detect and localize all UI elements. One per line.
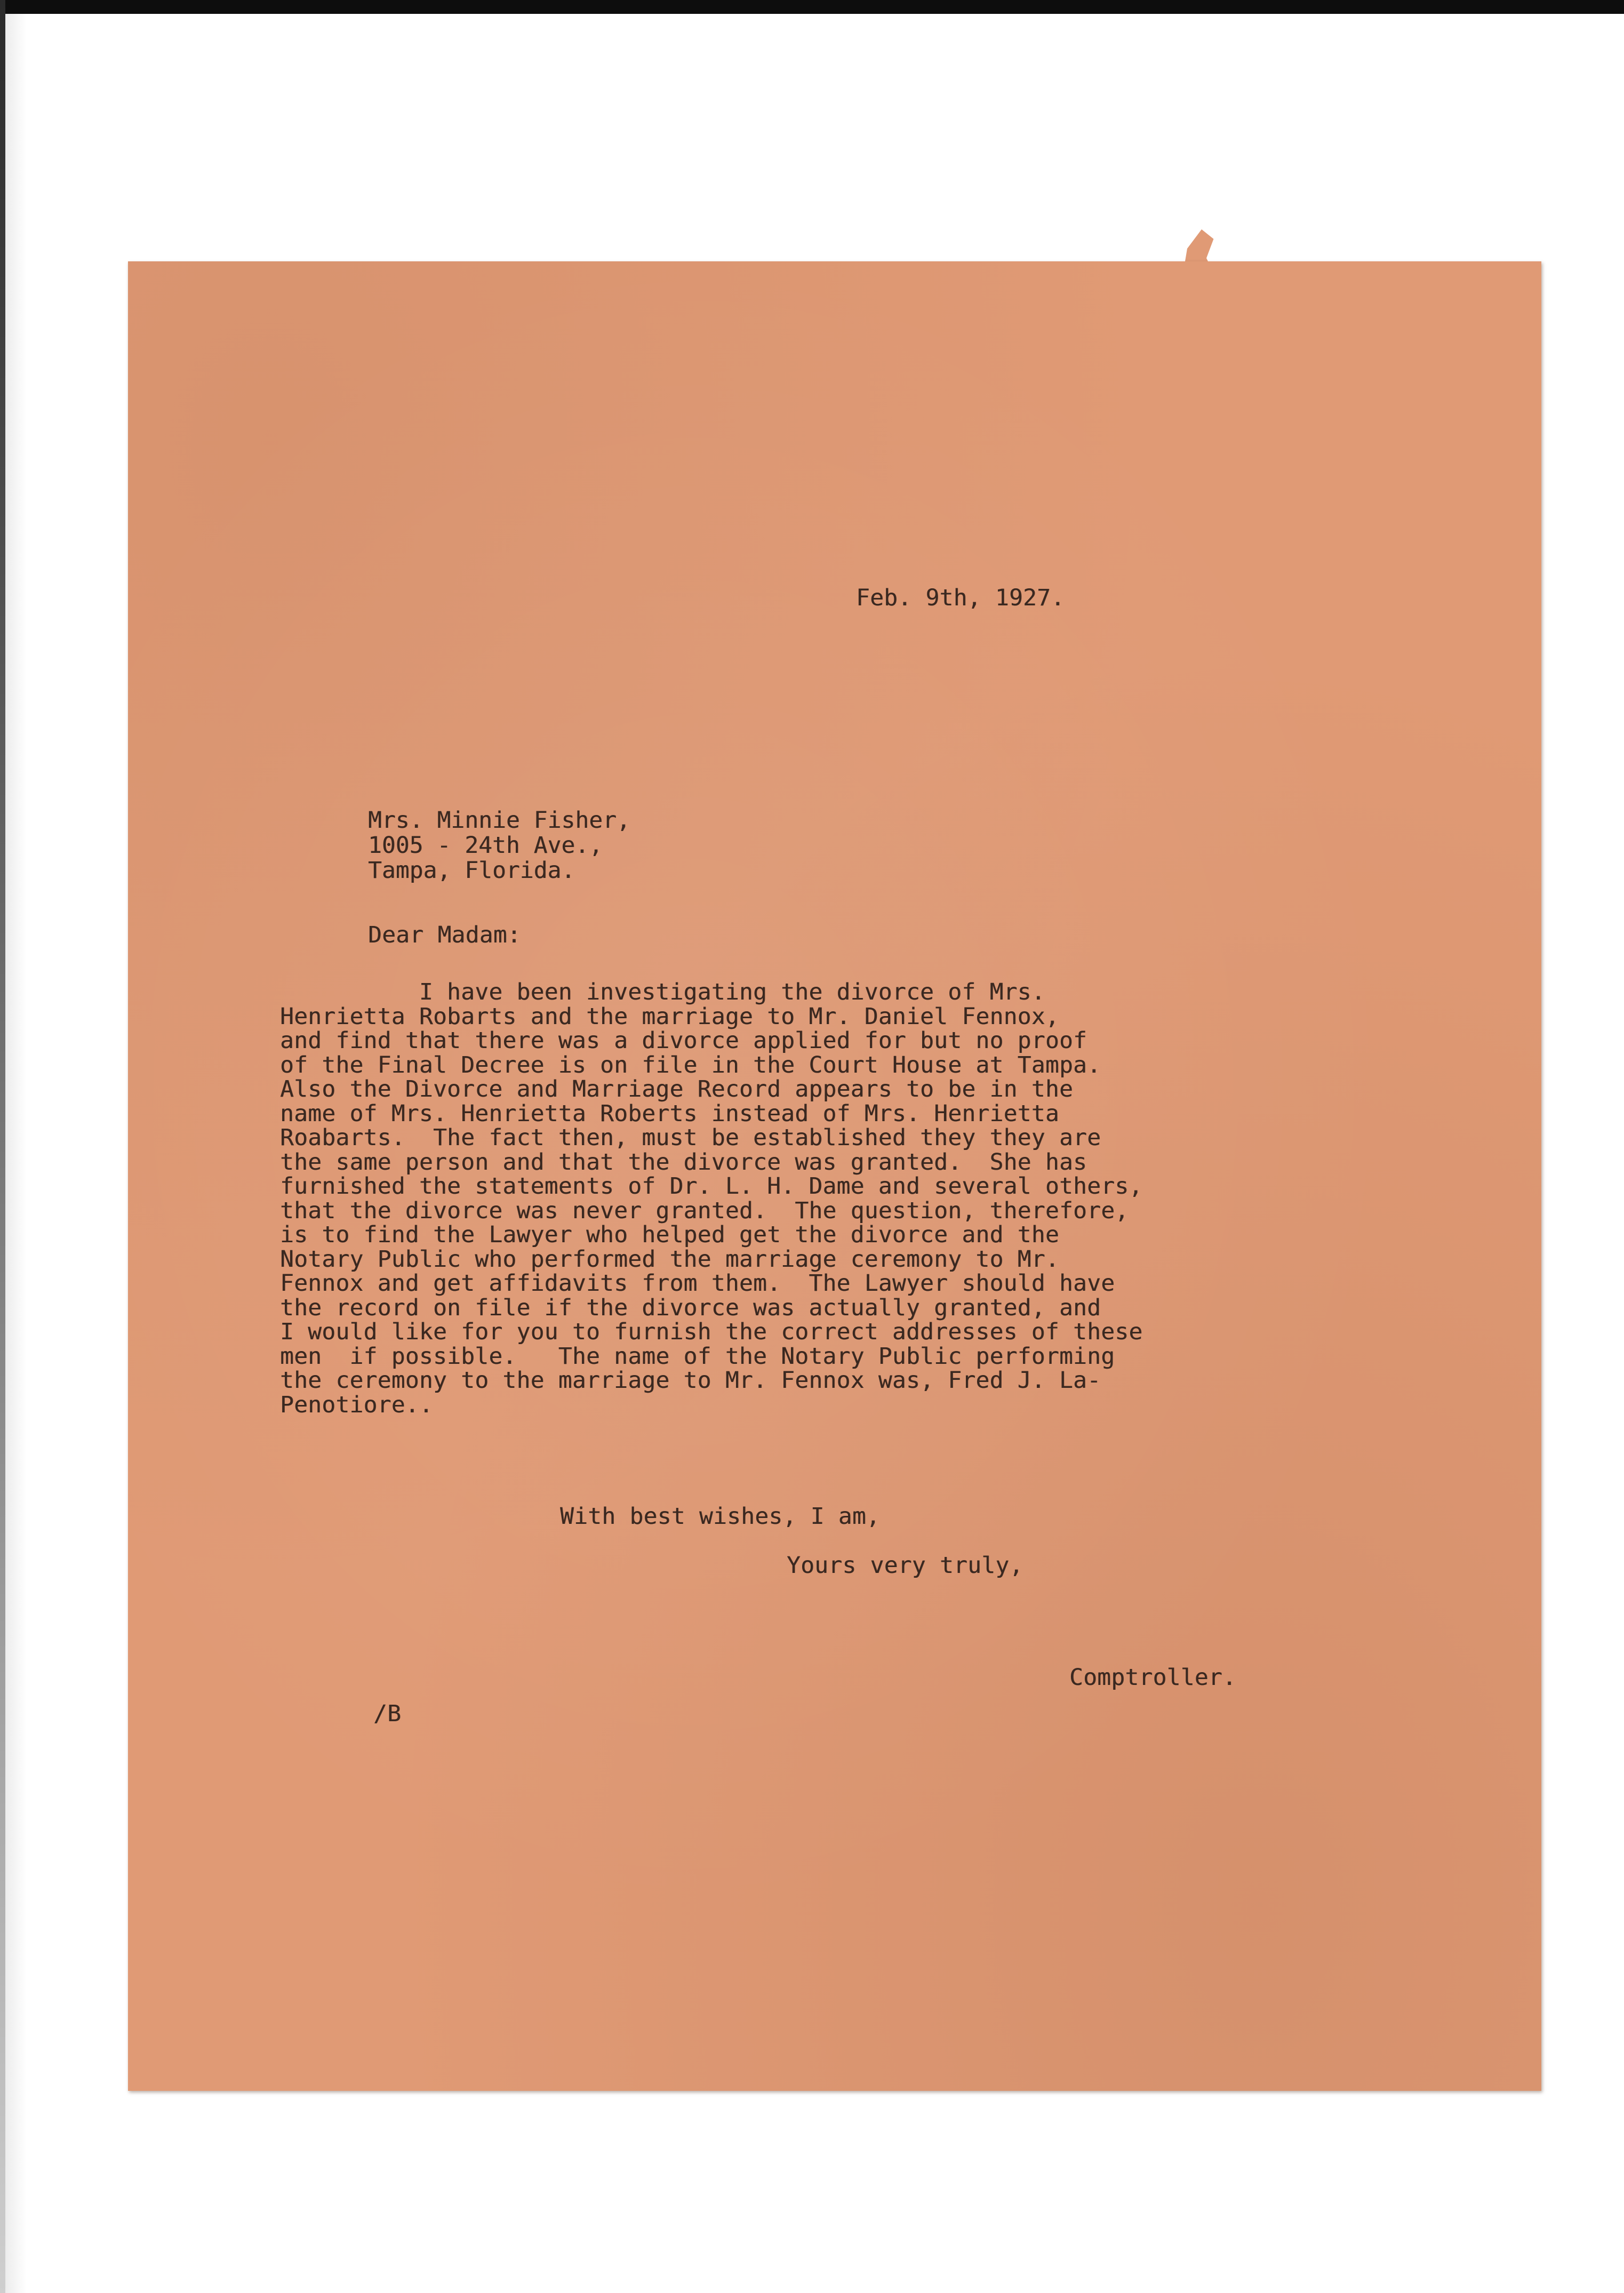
recipient-name: Mrs. Minnie Fisher, xyxy=(368,807,630,834)
body-line: of the Final Decree is on file in the Court House at Tampa. xyxy=(280,1051,1101,1078)
body-line: is to find the Lawyer who helped get the divorce and the xyxy=(280,1221,1059,1248)
body-line: the same person and that the divorce was granted. She has xyxy=(280,1148,1087,1176)
letter-date: Feb. 9th, 1927. xyxy=(856,585,1065,611)
recipient-street: 1005 - 24th Ave., xyxy=(368,832,603,859)
body-line: name of Mrs. Henrietta Roberts instead of Mrs. Henrietta xyxy=(280,1100,1059,1127)
scan-frame-left xyxy=(0,0,5,2293)
body-line: the record on file if the divorce was actually granted, and xyxy=(280,1294,1101,1321)
body-line: Penotiore.. xyxy=(280,1391,433,1418)
body-line: Roabarts. The fact then, must be established they they are xyxy=(280,1124,1101,1151)
body-line: the ceremony to the marriage to Mr. Fennox was, Fred J. La- xyxy=(280,1367,1101,1394)
body-line: Henrietta Robarts and the marriage to Mr. Daniel Fennox, xyxy=(280,1003,1059,1030)
recipient-address xyxy=(368,808,630,883)
body-line: and find that there was a divorce applied for but no proof xyxy=(280,1027,1087,1054)
scan-margin xyxy=(5,14,27,2293)
letter-body xyxy=(280,980,1142,1417)
complimentary-close: Yours very truly, xyxy=(787,1552,1023,1579)
salutation: Dear Madam: xyxy=(368,922,521,948)
body-line: men if possible. The name of the Notary Public performing xyxy=(280,1343,1115,1370)
signature-title: Comptroller. xyxy=(1069,1664,1237,1691)
scan-frame-top xyxy=(0,0,1624,14)
body-line: Also the Divorce and Marriage Record appears to be in the xyxy=(280,1076,1074,1102)
body-line: Fennox and get affidavits from them. The Lawyer should have xyxy=(280,1270,1115,1297)
closing-phrase: With best wishes, I am, xyxy=(560,1503,881,1530)
body-line: Notary Public who performed the marriage ceremony to Mr. xyxy=(280,1245,1059,1273)
body-line: I have been investigating the divorce of Mrs. xyxy=(280,979,1045,1005)
reference-initials: /B xyxy=(373,1700,402,1727)
recipient-city: Tampa, Florida. xyxy=(368,857,575,884)
body-line: that the divorce was never granted. The question, therefore, xyxy=(280,1197,1129,1224)
body-line: furnished the statements of Dr. L. H. Dame and several others, xyxy=(280,1173,1143,1200)
body-line: I would like for you to furnish the correct addresses of these xyxy=(280,1319,1143,1345)
